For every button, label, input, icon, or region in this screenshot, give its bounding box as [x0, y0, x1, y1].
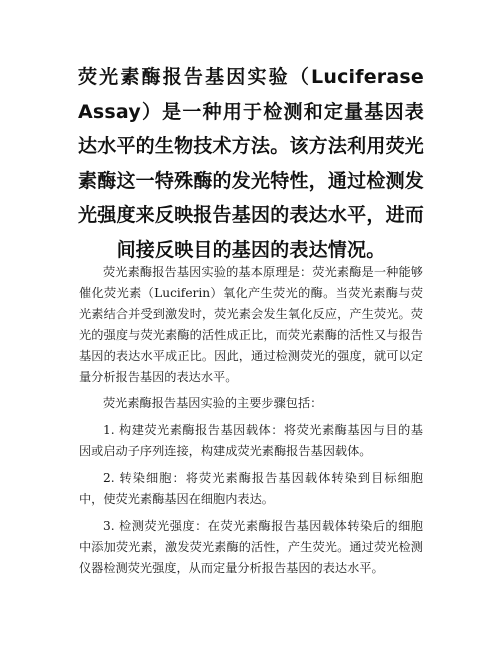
paragraph-steps-intro: 荧光素酶报告基因实验的主要步骤包括： — [103, 396, 323, 411]
paragraph-step-3: 3. 检测荧光强度：在荧光素酶报告基因载体转染后的细胞中添加荧光素，激发荧光素酶的活性，产生荧光。通过荧光检测仪器检测荧光强度，从而定量分析报告基因的表达水平。 — [79, 518, 423, 575]
document-body — [79, 262, 423, 585]
paragraph-step-2: 2. 转染细胞：将荧光素酶报告基因载体转染到目标细胞中，使荧光素酶基因在细胞内表达。 — [79, 471, 423, 507]
document-title: 荧光素酶报告基因实验（Luciferase Assay）是一种用于检测和定量基因表达水平的生物技术方法。该方法利用荧光素酶这一特殊酶的发光特性，通过检测发光强度来反映报告基因的表达水平，进而间接反映目的基因的表达情况。 — [78, 66, 424, 261]
paragraph-step-1: 1. 构建荧光素酶报告基因载体：将荧光素酶基因与目的基因或启动子序列连接，构建成荧光素酶报告基因载体。 — [79, 423, 423, 459]
paragraph-principle: 荧光素酶报告基因实验的基本原理是：荧光素酶是一种能够催化荧光素（Luciferin）氧化产生荧光的酶。当荧光素酶与荧光素结合并受到激发时，荧光素会发生氧化反应，产生荧光。荧光的强度与荧光素酶的活性成正比，而荧光素酶的活性又与报告基因的表达水平成正比。因此，通过检测荧光的强度，就可以定量分析报告基因的表达水平。 — [79, 265, 423, 384]
